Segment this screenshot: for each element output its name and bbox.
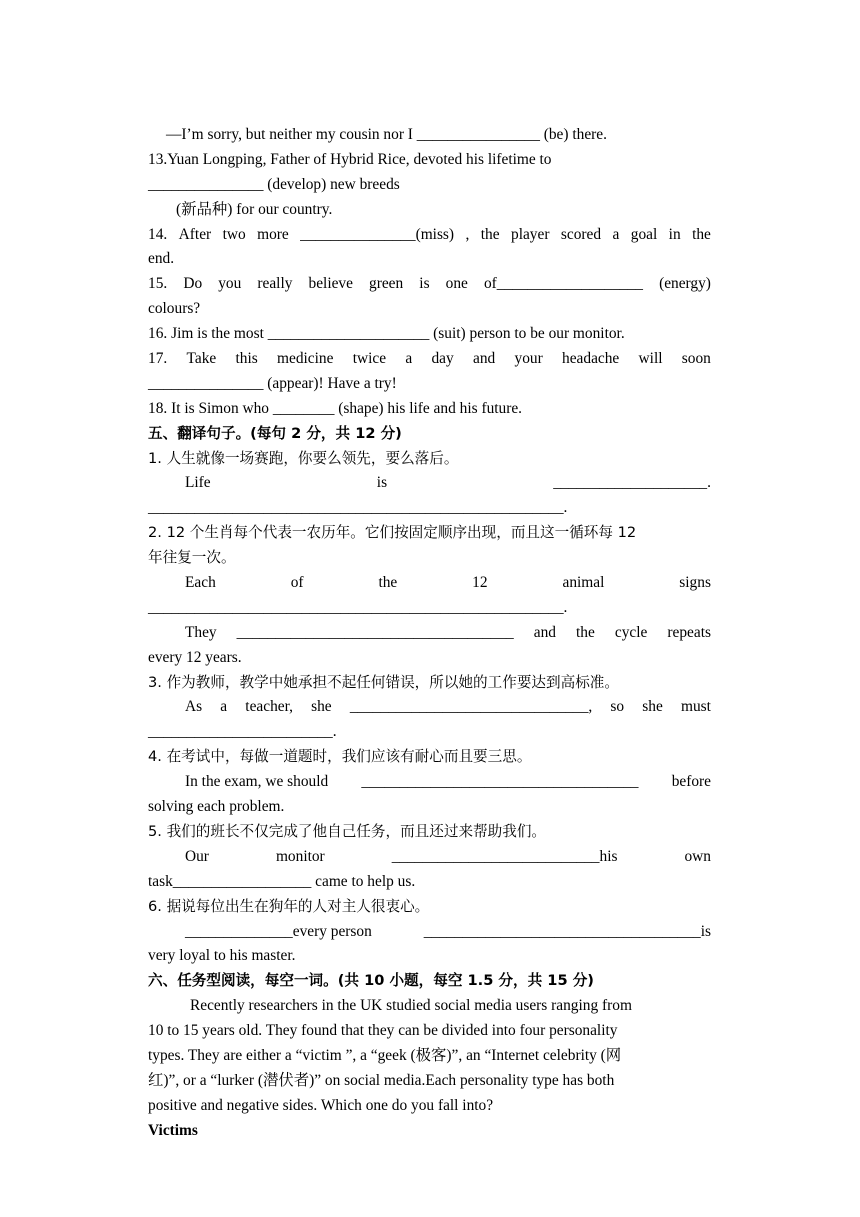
translation-6-english-line-1: ______________every person ____________________________________is — [185, 922, 711, 940]
translation-6-chinese: 6. 据说每位出生在狗年的人对主人很衷心。 — [148, 897, 430, 915]
translation-2-english-line-2: ______________________________________________________. — [148, 598, 568, 616]
reading-paragraph-line-1: Recently researchers in the UK studied social media users ranging from — [190, 997, 632, 1015]
question-13-line-2: _______________ (develop) new breeds — [148, 175, 400, 193]
translation-5-chinese: 5. 我们的班长不仅完成了他自己任务，而且还过来帮助我们。 — [148, 822, 547, 840]
translation-6-english-line-2: very loyal to his master. — [148, 947, 296, 965]
question-14-line-2: end. — [148, 250, 175, 268]
translation-4-english-line-1: In the exam, we should ____________________________________ before — [185, 773, 711, 791]
translation-2-chinese-line-2: 年往复一次。 — [148, 549, 236, 567]
section-5-heading: 五、翻译句子。(每句 2 分，共 12 分) — [148, 424, 402, 442]
translation-2-chinese-line-1: 2. 12 个生肖每个代表一农历年。它们按固定顺序出现，而且这一循环每 12 — [148, 524, 637, 542]
translation-4-chinese: 4. 在考试中，每做一道题时，我们应该有耐心而且要三思。 — [148, 748, 532, 766]
translation-3-chinese: 3. 作为教师，教学中她承担不起任何错误，所以她的工作要达到高标准。 — [148, 673, 619, 691]
question-13-line-3: (新品种) for our country. — [176, 200, 333, 218]
exam-page — [148, 123, 711, 1144]
translation-1-english-line-1: Life is ____________________. — [185, 474, 711, 492]
translation-4-english-line-2: solving each problem. — [148, 798, 285, 816]
reading-paragraph-line-5: positive and negative sides. Which one do you fall into? — [148, 1096, 494, 1114]
translation-1-chinese: 1. 人生就像一场赛跑，你要么领先，要么落后。 — [148, 449, 459, 467]
question-18-line-1: 18. It is Simon who ________ (shape) his life and his future. — [148, 399, 523, 417]
translation-1-english-line-2: ______________________________________________________. — [148, 499, 568, 517]
question-14-line-1: 14. After two more _______________(miss) , the player scored a goal in the — [148, 225, 711, 243]
reading-paragraph-line-3: types. They are either a “victim ”, a “geek (极客)”, an “Internet celebrity (网 — [148, 1046, 622, 1064]
question-reply-line: —I’m sorry, but neither my cousin nor I ________________ (be) there. — [166, 126, 607, 143]
reading-subheading: Victims — [148, 1121, 198, 1139]
reading-paragraph-line-2: 10 to 15 years old. They found that they can be divided into four personality — [148, 1022, 618, 1040]
question-15-line-2: colours? — [148, 300, 201, 318]
reading-paragraph-line-4: 红)”, or a “lurker (潜伏者)” on social media.Each personality type has both — [148, 1071, 615, 1089]
translation-5-english-line-2: task__________________ came to help us. — [148, 872, 416, 890]
question-17-line-1: 17. Take this medicine twice a day and your headache will soon — [148, 350, 711, 368]
translation-5-english-line-1: Our monitor ___________________________his own — [185, 847, 711, 865]
translation-2-english-line-4: every 12 years. — [148, 648, 242, 666]
translation-3-english-line-2: ________________________. — [148, 723, 337, 741]
translation-3-english-line-1: As a teacher, she _______________________________, so she must — [185, 698, 711, 716]
translation-2-english-line-3: They ____________________________________ and the cycle repeats — [185, 623, 711, 641]
question-15-line-1: 15. Do you really believe green is one of___________________ (energy) — [148, 275, 711, 293]
section-6-heading: 六、任务型阅读，每空一词。(共 10 小题，每空 1.5 分，共 15 分) — [148, 972, 594, 990]
question-13-line-1: 13.Yuan Longping, Father of Hybrid Rice, devoted his lifetime to — [148, 150, 552, 168]
translation-2-english-line-1: Each of the 12 animal signs — [185, 574, 711, 592]
question-17-line-2: _______________ (appear)! Have a try! — [148, 374, 397, 392]
question-16-line-1: 16. Jim is the most _____________________ (suit) person to be our monitor. — [148, 325, 625, 343]
